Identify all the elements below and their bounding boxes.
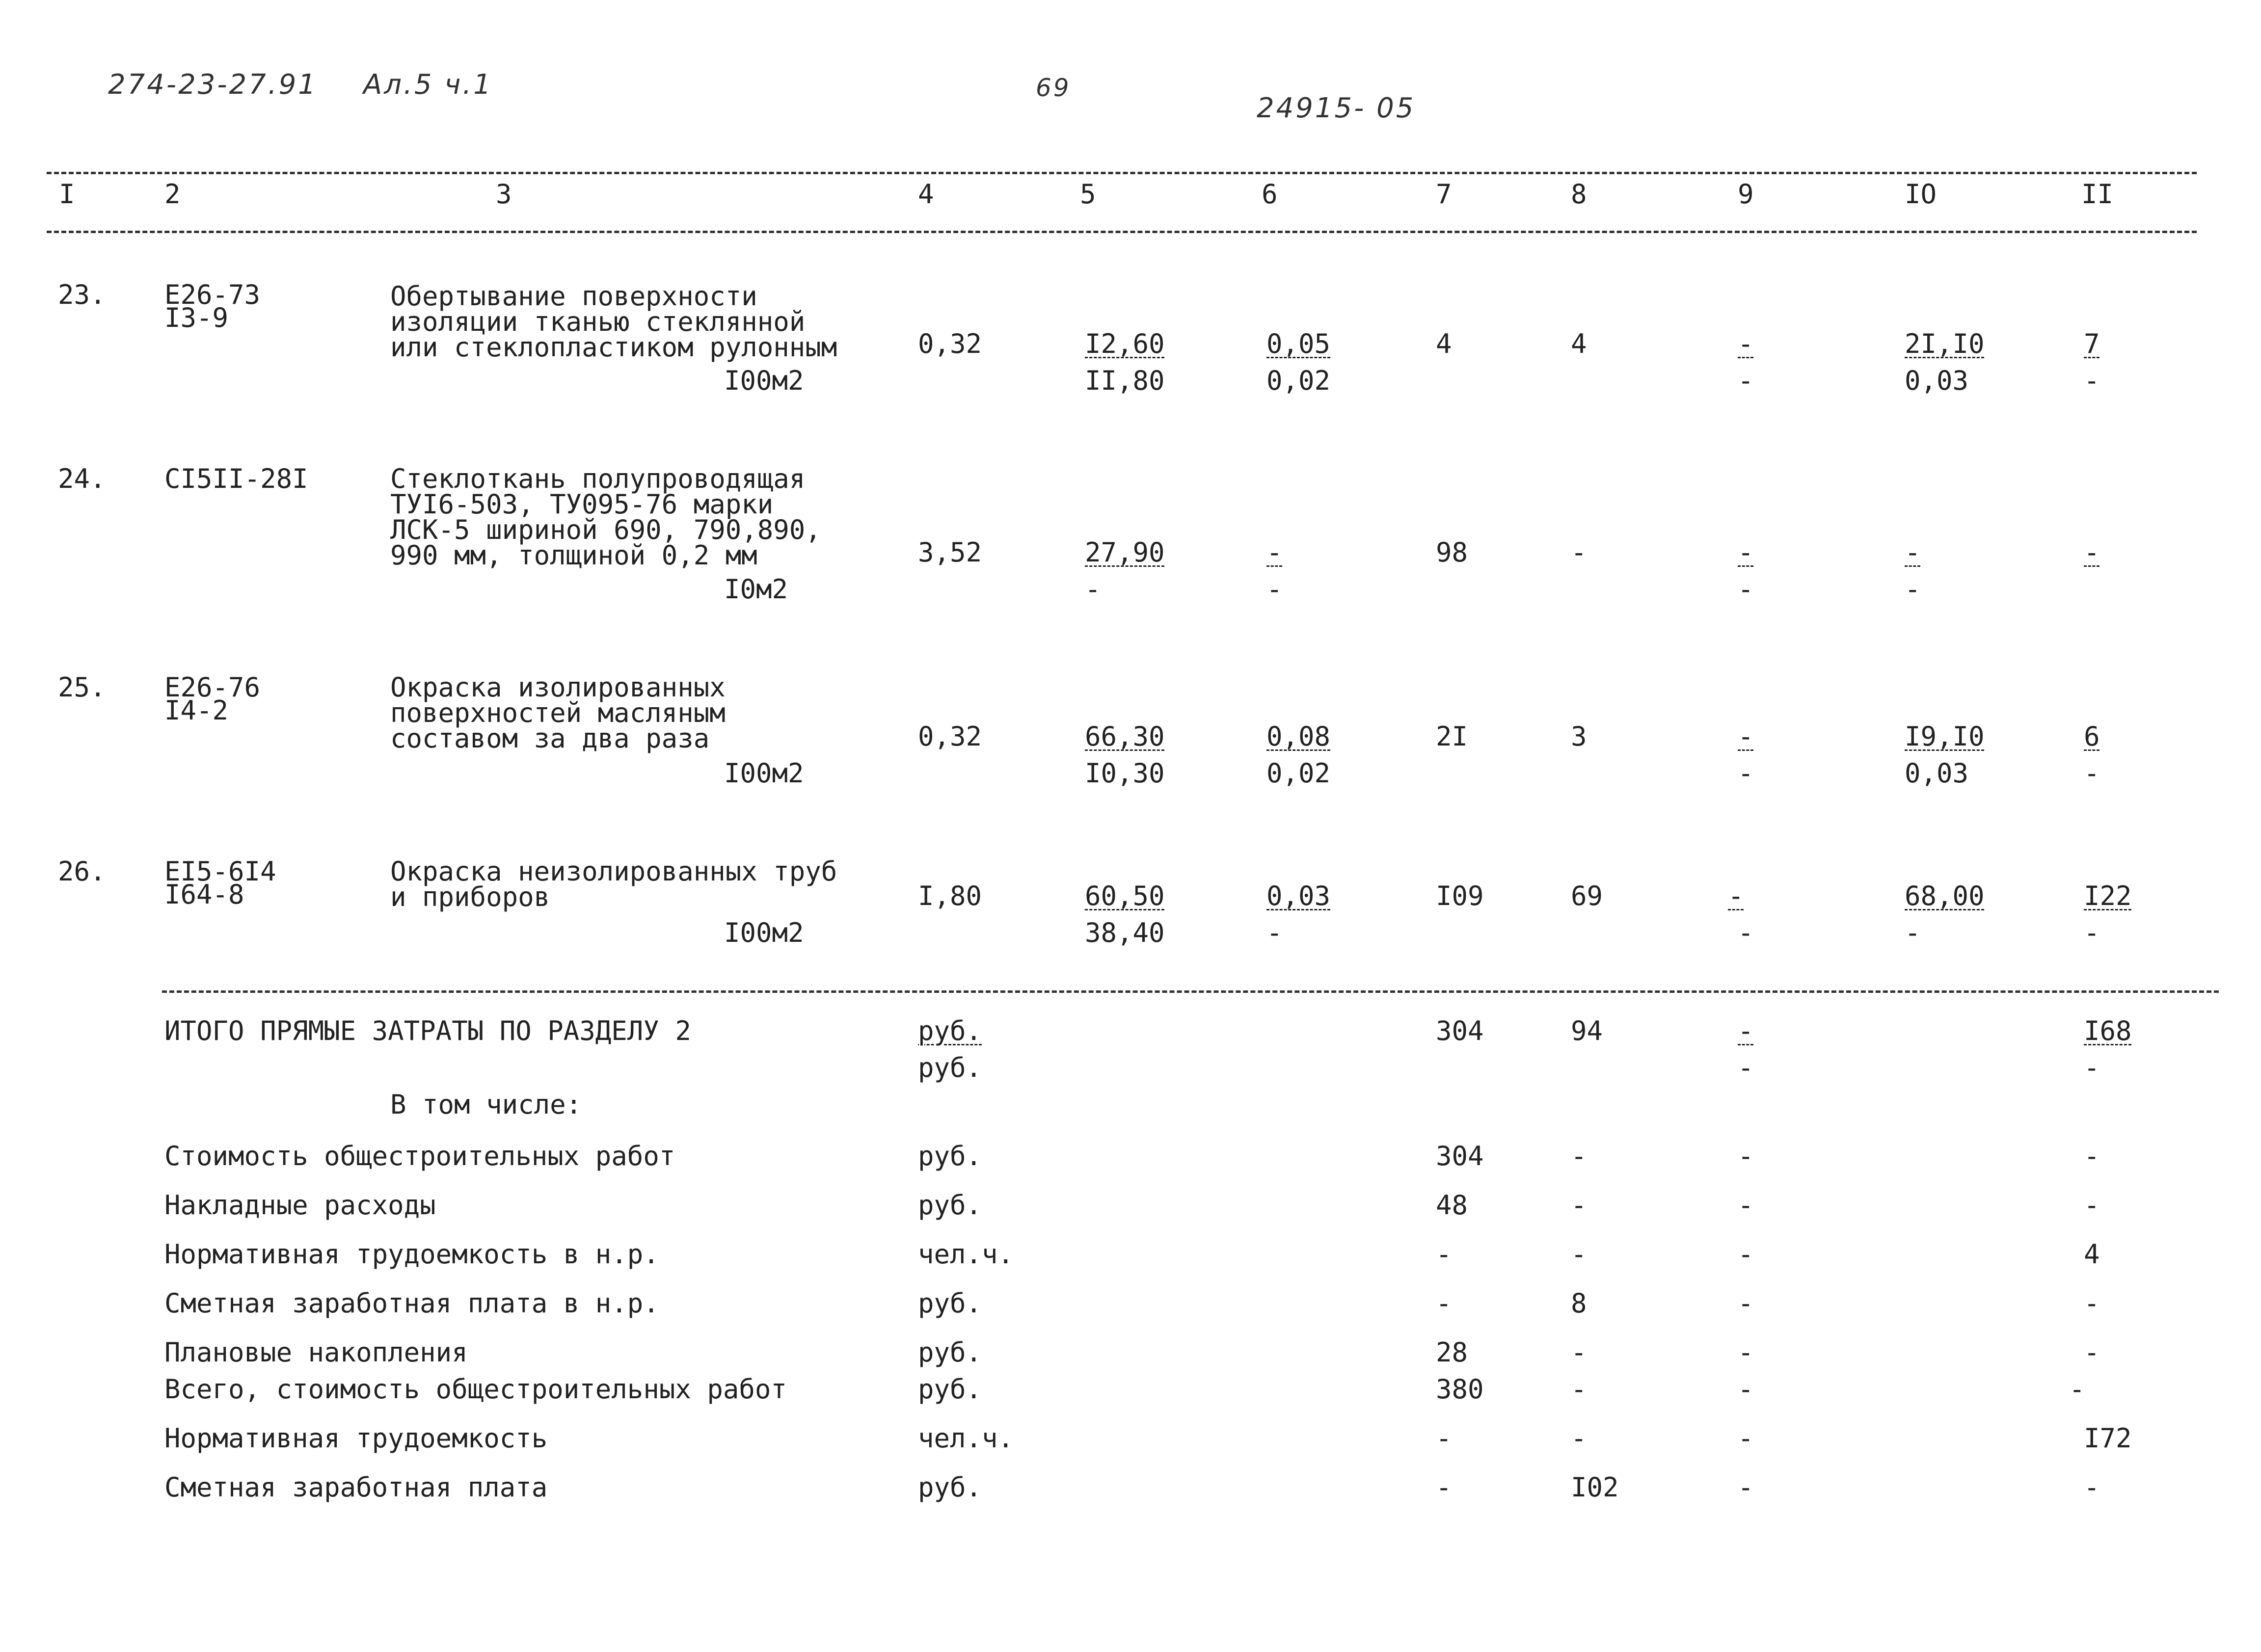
totals-unit-bottom: руб.	[918, 1052, 982, 1083]
totals-col9-top: -	[1738, 1015, 1754, 1046]
row-description: Окраска неизолированных труб и приборов	[390, 856, 837, 912]
summary-col11: -	[2084, 1190, 2100, 1221]
summary-label: Стоимость общестроительных работ	[164, 1141, 675, 1172]
col-header-9: 9	[1738, 179, 1754, 210]
summary-col8: -	[1571, 1141, 1587, 1172]
row-col8: -	[1571, 537, 1587, 568]
row-col10-top: 2I,I0	[1905, 328, 1985, 359]
row-col5-bottom: -	[1085, 574, 1101, 605]
row-col11-top: 7	[2084, 328, 2100, 359]
summary-col11: -	[2084, 1141, 2100, 1172]
row-quantity: 0,32	[918, 721, 982, 752]
row-col6-top: 0,05	[1266, 328, 1331, 359]
row-col6-bottom: -	[1266, 574, 1283, 605]
row-code: Е26-76	[164, 672, 261, 703]
summary-col7: 380	[1436, 1374, 1484, 1405]
totals-col7: 304	[1436, 1015, 1484, 1046]
totals-col8: 94	[1571, 1015, 1603, 1046]
summary-col7: -	[1436, 1288, 1452, 1319]
summary-unit: руб.	[918, 1141, 982, 1172]
summary-col7: -	[1436, 1423, 1452, 1454]
row-col11-top: 6	[2084, 721, 2100, 752]
totals-col9-bottom: -	[1738, 1052, 1754, 1083]
row-number: 23.	[58, 279, 106, 310]
summary-col8: -	[1571, 1423, 1587, 1454]
col-header-8: 8	[1571, 179, 1587, 210]
row-col6-top: 0,03	[1266, 880, 1331, 911]
row-unit: I00м2	[724, 917, 804, 948]
summary-unit: руб.	[918, 1288, 982, 1319]
totals-title: ИТОГО ПРЯМЫЕ ЗАТРАТЫ ПО РАЗДЕЛУ 2	[164, 1015, 691, 1046]
summary-col8: -	[1571, 1337, 1587, 1368]
row-col9-top: -	[1728, 880, 1744, 911]
header-bottom-rule	[47, 231, 2197, 233]
summary-label: Сметная заработная плата	[164, 1472, 548, 1503]
summary-col7: 48	[1436, 1190, 1468, 1221]
row-col7: 98	[1436, 537, 1468, 568]
summary-unit: руб.	[918, 1190, 982, 1221]
col-header-3: 3	[496, 179, 512, 210]
row-number: 25.	[58, 672, 106, 703]
summary-unit: руб.	[918, 1337, 982, 1368]
totals-unit-top: руб.	[918, 1015, 982, 1046]
row-col6-top: -	[1266, 537, 1283, 568]
summary-label: Всего, стоимость общестроительных работ	[164, 1374, 787, 1405]
row-col5-bottom: II,80	[1085, 365, 1165, 396]
row-col9-bottom: -	[1738, 917, 1754, 948]
summary-col9: -	[1738, 1288, 1754, 1319]
summary-col7: -	[1436, 1239, 1452, 1270]
row-code-sub: I4-2	[164, 695, 229, 726]
row-col8: 69	[1571, 880, 1603, 911]
summary-col8: -	[1571, 1374, 1587, 1405]
row-quantity: 0,32	[918, 328, 982, 359]
row-col11-bottom: -	[2084, 917, 2100, 948]
summary-col11: -	[2084, 1288, 2100, 1319]
row-description: Стеклоткань полупроводящая ТУI6-503, ТУ095-76 марки ЛСК-5 шириной 690, 790,890, 990 мм, толщиной 0,2 мм	[390, 463, 821, 571]
row-unit: I00м2	[724, 365, 804, 396]
row-col8: 4	[1571, 328, 1587, 359]
row-code-sub: I64-8	[164, 879, 244, 910]
summary-unit: руб.	[918, 1374, 982, 1405]
row-col7: I09	[1436, 880, 1484, 911]
summary-col8: -	[1571, 1190, 1587, 1221]
row-col5-top: 27,90	[1085, 537, 1165, 568]
row-number: 24.	[58, 463, 106, 494]
row-col6-top: 0,08	[1266, 721, 1331, 752]
row-code: ЕI5-6I4	[164, 856, 276, 887]
row-col10-top: I9,I0	[1905, 721, 1985, 752]
summary-col8: -	[1571, 1239, 1587, 1270]
row-col9-top: -	[1738, 721, 1754, 752]
summary-label: Нормативная трудоемкость в н.р.	[164, 1239, 659, 1270]
row-col10-bottom: -	[1905, 917, 1921, 948]
header-top-rule	[47, 172, 2197, 174]
col-header-2: 2	[164, 179, 181, 210]
summary-col9: -	[1738, 1337, 1754, 1368]
summary-col11: I72	[2084, 1423, 2132, 1454]
summary-unit: чел.ч.	[918, 1423, 1014, 1454]
row-col10-bottom: -	[1905, 574, 1921, 605]
summary-label: Плановые накопления	[164, 1337, 468, 1368]
document-code: 274-23-27.91	[108, 69, 318, 101]
col-header-11: II	[2081, 179, 2114, 210]
row-col6-bottom: -	[1266, 917, 1283, 948]
row-description: Окраска изолированных поверхностей масляным составом за два раза	[390, 672, 726, 754]
summary-col11: -	[2084, 1337, 2100, 1368]
summary-col11: -	[2069, 1374, 2085, 1405]
totals-rule	[162, 990, 2219, 993]
row-col9-top: -	[1738, 328, 1754, 359]
including-label: В том числе:	[390, 1089, 582, 1120]
row-unit: I00м2	[724, 758, 804, 789]
row-quantity: I,80	[918, 880, 982, 911]
col-header-5: 5	[1080, 179, 1096, 210]
row-col7: 4	[1436, 328, 1452, 359]
row-col11-bottom: -	[2084, 758, 2100, 789]
row-col9-bottom: -	[1738, 574, 1754, 605]
row-col6-bottom: 0,02	[1266, 365, 1331, 396]
row-col10-bottom: 0,03	[1905, 758, 1969, 789]
row-col5-bottom: I0,30	[1085, 758, 1165, 789]
summary-col8: I02	[1571, 1472, 1619, 1503]
summary-unit: руб.	[918, 1472, 982, 1503]
summary-label: Накладные расходы	[164, 1190, 436, 1221]
summary-col7: 28	[1436, 1337, 1468, 1368]
row-col10-top: 68,00	[1905, 880, 1985, 911]
col-header-1: I	[59, 179, 75, 210]
row-col11-bottom: -	[2084, 365, 2100, 396]
row-unit: I0м2	[724, 574, 788, 605]
row-col5-top: 66,30	[1085, 721, 1165, 752]
summary-col9: -	[1738, 1141, 1754, 1172]
row-col9-bottom: -	[1738, 758, 1754, 789]
summary-col9: -	[1738, 1190, 1754, 1221]
row-number: 26.	[58, 856, 106, 887]
row-code: СI5II-28I	[164, 463, 308, 494]
summary-col7: -	[1436, 1472, 1452, 1503]
summary-col11: -	[2084, 1472, 2100, 1503]
row-col9-bottom: -	[1738, 365, 1754, 396]
summary-label: Сметная заработная плата в н.р.	[164, 1288, 659, 1319]
summary-col9: -	[1738, 1472, 1754, 1503]
summary-col7: 304	[1436, 1141, 1484, 1172]
row-code-sub: I3-9	[164, 302, 229, 333]
row-col11-top: -	[2084, 537, 2100, 568]
totals-col11-bottom: -	[2084, 1052, 2100, 1083]
summary-label: Нормативная трудоемкость	[164, 1423, 548, 1454]
totals-col11-top: I68	[2084, 1015, 2132, 1046]
row-col8: 3	[1571, 721, 1587, 752]
row-description: Обертывание поверхности изоляции тканью стеклянной или стеклопластиком рулонным	[390, 281, 837, 363]
summary-unit: чел.ч.	[918, 1239, 1014, 1270]
summary-col9: -	[1738, 1423, 1754, 1454]
sheet-reference: Ал.5 ч.1	[363, 69, 493, 101]
col-header-10: IO	[1905, 179, 1937, 210]
row-code: Е26-73	[164, 279, 261, 310]
summary-col8: 8	[1571, 1288, 1587, 1319]
col-header-7: 7	[1436, 179, 1452, 210]
row-col11-top: I22	[2084, 880, 2132, 911]
row-col10-top: -	[1905, 537, 1921, 568]
col-header-6: 6	[1262, 179, 1278, 210]
row-col6-bottom: 0,02	[1266, 758, 1331, 789]
document-number: 24915- 05	[1257, 92, 1416, 124]
row-col5-top: I2,60	[1085, 328, 1165, 359]
row-col5-bottom: 38,40	[1085, 917, 1165, 948]
row-quantity: 3,52	[918, 537, 982, 568]
row-col5-top: 60,50	[1085, 880, 1165, 911]
page-number: 69	[1036, 74, 1071, 102]
summary-col11: 4	[2084, 1239, 2100, 1270]
row-col10-bottom: 0,03	[1905, 365, 1969, 396]
row-col9-top: -	[1738, 537, 1754, 568]
summary-col9: -	[1738, 1374, 1754, 1405]
summary-col9: -	[1738, 1239, 1754, 1270]
col-header-4: 4	[918, 179, 934, 210]
row-col7: 2I	[1436, 721, 1468, 752]
